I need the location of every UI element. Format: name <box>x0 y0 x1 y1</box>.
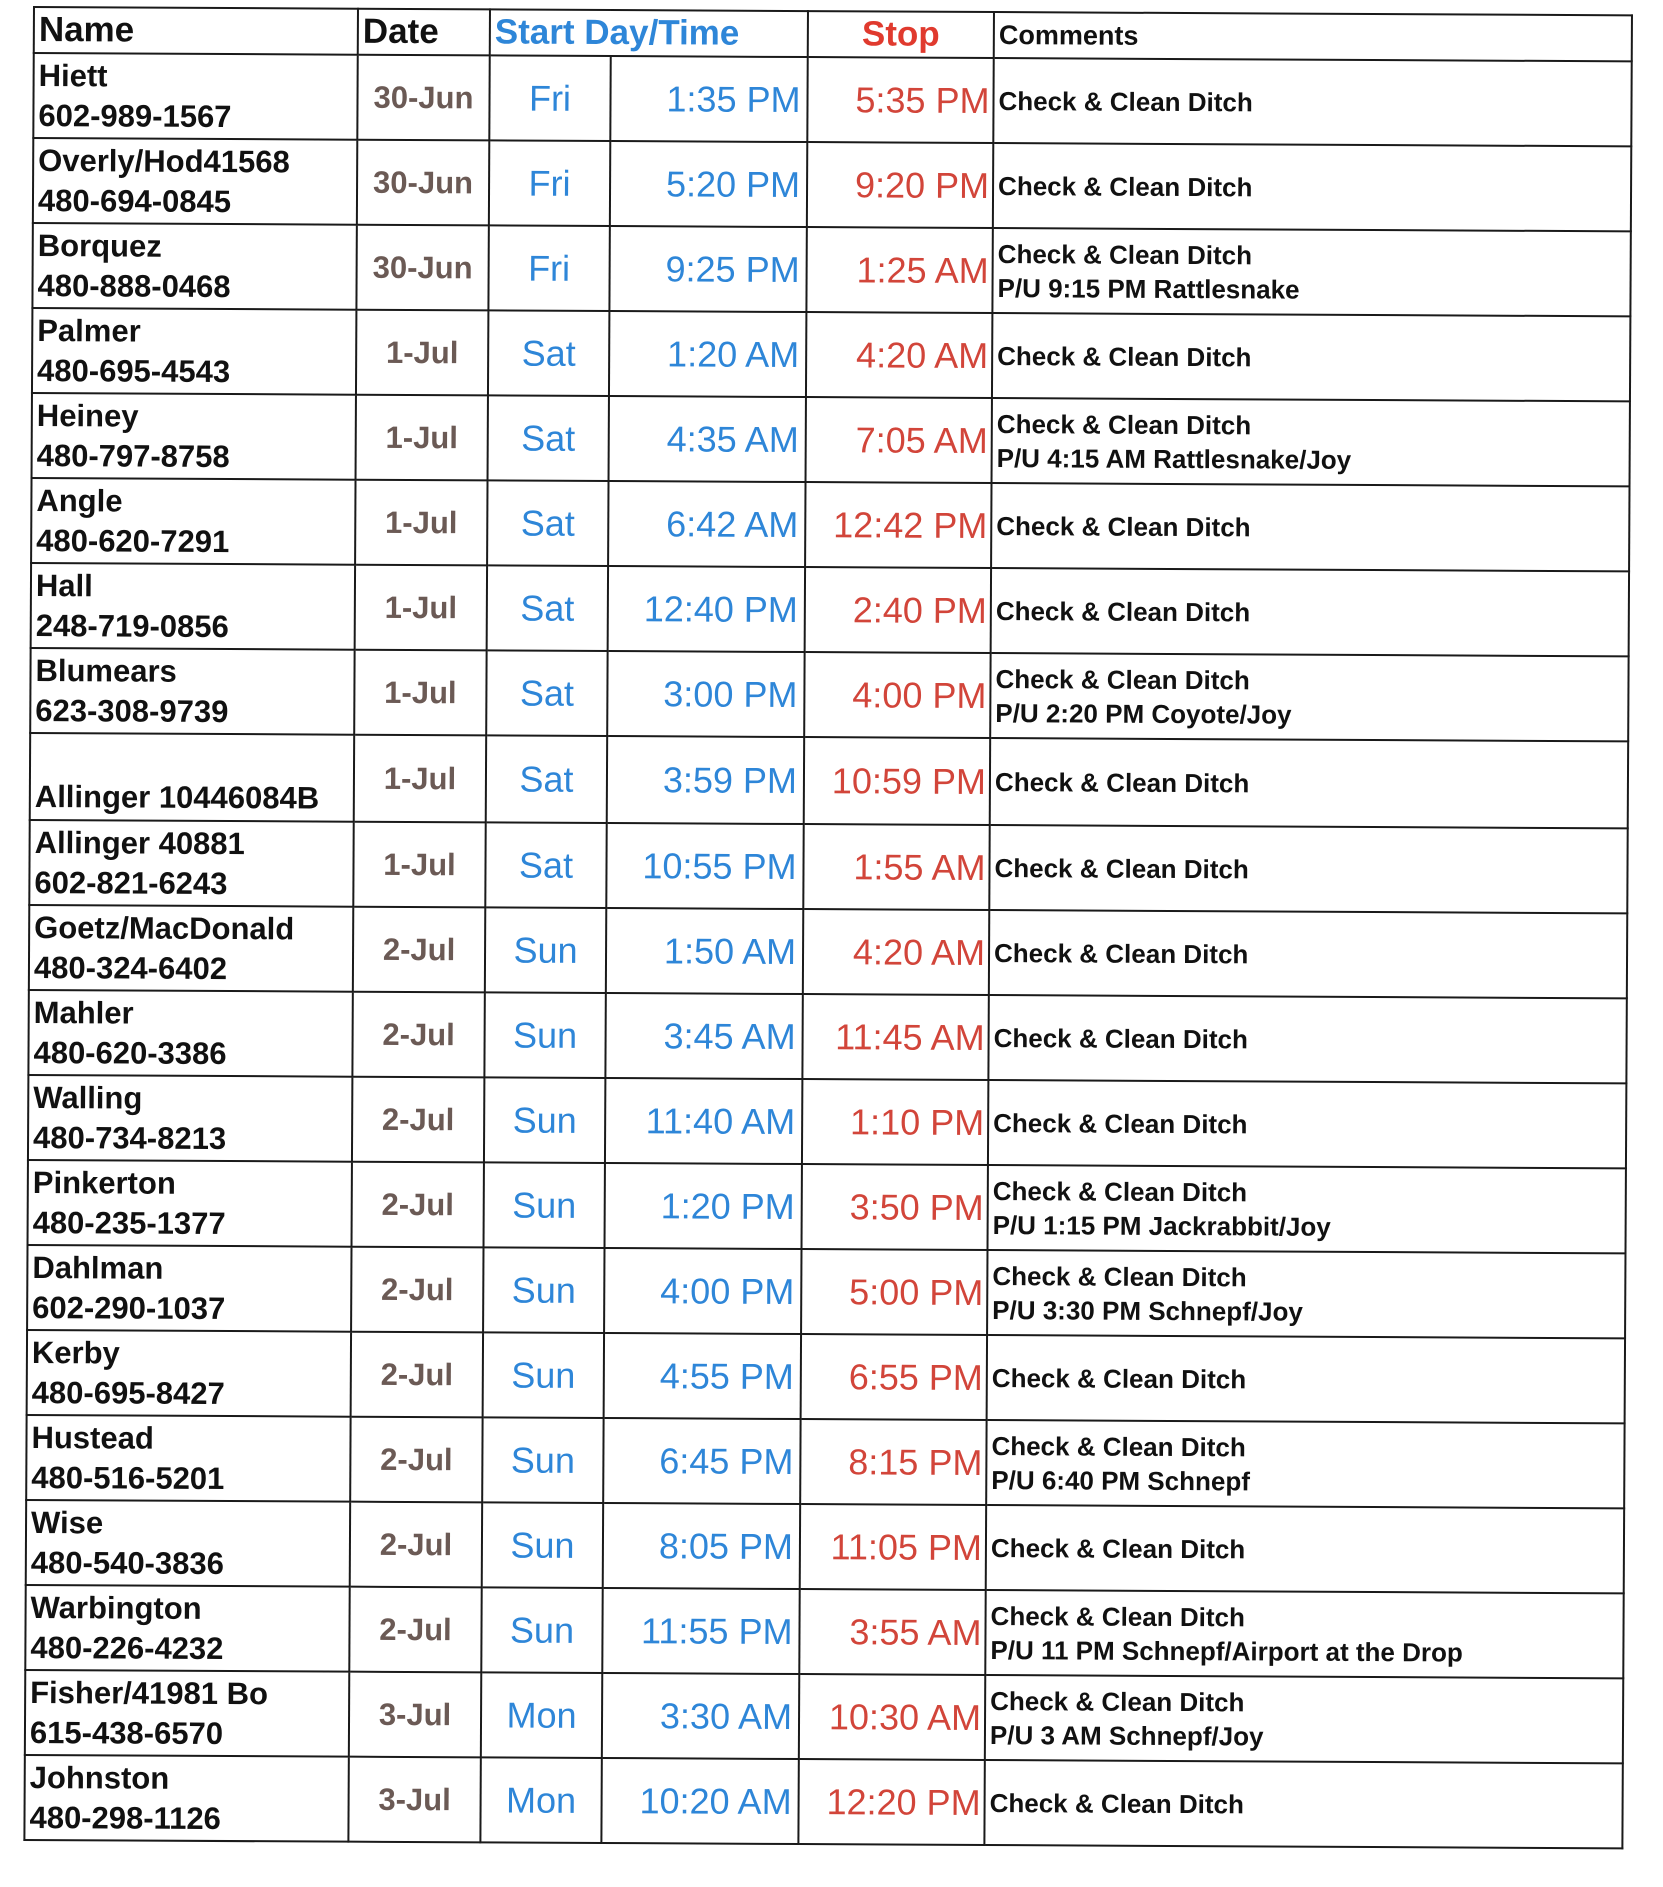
table-row <box>28 1075 1626 1168</box>
stop-time-cell: 1:55 AM <box>803 824 989 910</box>
header-name: Name <box>34 7 358 55</box>
comment-line-1: Check & Clean Ditch <box>990 1532 1246 1564</box>
start-day-cell: Sun <box>482 1502 603 1588</box>
comment-line-1: Check & Clean Ditch <box>995 595 1251 627</box>
table-row <box>25 1585 1623 1678</box>
start-day-cell: Fri <box>489 140 610 226</box>
comment-line-1: Check & Clean Ditch <box>993 1022 1248 1054</box>
start-time-cell: 1:20 AM <box>609 311 806 397</box>
customer-name: Wise <box>30 1504 104 1540</box>
name-cell <box>26 1500 350 1587</box>
customer-phone: 480-734-8213 <box>32 1119 227 1156</box>
start-day-cell: Fri <box>489 55 610 141</box>
name-cell <box>24 1755 348 1842</box>
start-time-cell: 11:55 PM <box>602 1588 799 1674</box>
date-cell: 1-Jul <box>355 480 487 566</box>
customer-phone: 480-298-1126 <box>29 1799 221 1836</box>
comment-line-1: Check & Clean Ditch <box>995 663 1250 695</box>
stop-time-cell: 11:45 AM <box>802 994 988 1080</box>
date-cell: 30-Jun <box>357 140 489 226</box>
date-cell: 2-Jul <box>350 1417 482 1503</box>
comments-cell <box>985 1590 1623 1678</box>
table-row <box>27 1330 1625 1423</box>
stop-time-cell: 12:42 PM <box>805 482 991 568</box>
comment-line-1: Check & Clean Ditch <box>994 852 1249 884</box>
name-cell <box>25 1670 349 1757</box>
customer-phone: 480-695-8427 <box>31 1374 225 1411</box>
table-row <box>29 905 1627 998</box>
start-day-cell: Mon <box>481 1672 602 1758</box>
start-time-cell: 5:20 PM <box>610 141 807 227</box>
start-day-cell: Sat <box>486 650 607 736</box>
comments-cell <box>993 143 1631 231</box>
date-cell: 30-Jun <box>356 225 488 311</box>
stop-time-cell: 1:10 PM <box>802 1079 988 1165</box>
start-day-cell: Sat <box>488 395 609 481</box>
customer-phone: 480-695-4543 <box>37 352 231 389</box>
start-day-cell: Sat <box>486 735 607 823</box>
comment-line-1: Check & Clean Ditch <box>991 1430 1246 1462</box>
comment-line-2: P/U 1:15 PM Jackrabbit/Joy <box>992 1209 1331 1242</box>
stop-time-cell: 10:59 PM <box>804 737 990 825</box>
customer-phone: 480-620-7291 <box>36 522 230 559</box>
start-day-cell: Sat <box>487 565 608 651</box>
name-cell <box>33 138 357 225</box>
name-cell <box>28 1160 352 1247</box>
header-row <box>34 7 1632 61</box>
comment-line-1: Check & Clean Ditch <box>998 170 1253 202</box>
customer-name: Walling <box>33 1079 143 1116</box>
start-day-cell: Sun <box>484 1077 605 1163</box>
start-time-cell: 8:05 PM <box>603 1503 800 1589</box>
name-cell <box>28 990 352 1077</box>
comments-cell <box>988 1080 1626 1168</box>
table-row <box>28 1160 1626 1253</box>
header-stop: Stop <box>808 11 994 58</box>
customer-name: Hall <box>35 567 93 603</box>
start-time-cell: 3:45 AM <box>605 993 802 1079</box>
start-day-cell: Sun <box>483 1247 604 1333</box>
start-day-cell: Sun <box>484 1162 605 1248</box>
customer-phone: 248-719-0856 <box>35 607 229 644</box>
customer-phone: 480-235-1377 <box>32 1204 226 1241</box>
date-cell: 2-Jul <box>351 1247 483 1333</box>
start-day-cell: Sun <box>482 1417 603 1503</box>
comments-cell <box>989 825 1627 913</box>
comments-cell <box>992 398 1630 486</box>
customer-phone: 602-290-1037 <box>32 1289 226 1326</box>
start-time-cell: 9:25 PM <box>609 226 806 312</box>
customer-name: Borquez <box>37 227 162 264</box>
schedule-body <box>24 53 1631 1848</box>
stop-time-cell: 12:20 PM <box>798 1759 984 1845</box>
customer-name: Dahlman <box>32 1249 164 1286</box>
date-cell: 2-Jul <box>350 1502 482 1588</box>
stop-time-cell: 8:15 PM <box>800 1419 986 1505</box>
date-cell: 2-Jul <box>349 1587 481 1673</box>
comment-line-2: P/U 2:20 PM Coyote/Joy <box>995 697 1292 730</box>
customer-name: Hustead <box>31 1419 154 1456</box>
comments-cell <box>989 910 1627 998</box>
start-time-cell: 4:35 AM <box>609 396 806 482</box>
customer-name: Hiett <box>38 57 108 93</box>
start-time-cell: 6:45 PM <box>603 1418 800 1504</box>
comments-cell <box>992 313 1630 401</box>
comments-cell <box>986 1505 1624 1593</box>
date-cell: 1-Jul <box>354 650 486 736</box>
customer-name: Warbington <box>30 1589 202 1626</box>
date-cell: 2-Jul <box>352 1162 484 1248</box>
customer-phone: 602-821-6243 <box>34 864 228 901</box>
comments-cell <box>990 653 1628 741</box>
date-cell: 1-Jul <box>354 735 486 823</box>
name-cell <box>30 648 354 735</box>
date-cell: 2-Jul <box>352 992 484 1078</box>
start-time-cell: 1:35 PM <box>610 56 807 142</box>
comment-line-2: P/U 11 PM Schnepf/Airport at the Drop <box>990 1634 1463 1668</box>
name-cell <box>32 223 356 310</box>
date-cell: 3-Jul <box>349 1672 481 1758</box>
comment-line-1: Check & Clean Ditch <box>996 510 1251 542</box>
header-start-day-time: Start Day/Time <box>490 9 808 57</box>
start-time-cell: 11:40 AM <box>605 1078 802 1164</box>
stop-time-cell: 11:05 PM <box>800 1504 986 1590</box>
table-row <box>32 308 1630 401</box>
start-day-cell: Sun <box>485 907 606 993</box>
name-cell <box>27 1245 351 1332</box>
comment-line-1: Check & Clean Ditch <box>997 340 1252 372</box>
comment-line-1: Check & Clean Ditch <box>998 85 1253 117</box>
comment-line-1: Check & Clean Ditch <box>993 1107 1248 1139</box>
start-time-cell: 4:55 PM <box>604 1333 801 1419</box>
date-cell: 30-Jun <box>357 55 489 141</box>
comments-cell <box>987 1250 1625 1338</box>
customer-phone: 480-516-5201 <box>31 1459 225 1496</box>
customer-phone: 480-620-3386 <box>33 1034 227 1071</box>
stop-time-cell: 1:25 AM <box>806 227 992 313</box>
customer-name: Goetz/MacDonald <box>34 909 295 946</box>
comments-cell <box>986 1420 1624 1508</box>
comments-cell <box>991 568 1629 656</box>
comment-line-2: P/U 3 AM Schnepf/Joy <box>989 1719 1264 1751</box>
table-row <box>29 820 1627 913</box>
start-time-cell: 1:50 AM <box>606 908 803 994</box>
irrigation-schedule-table <box>23 6 1633 1849</box>
start-day-cell: Fri <box>488 225 609 311</box>
comments-cell <box>985 1675 1623 1763</box>
customer-name: Johnston <box>29 1759 170 1796</box>
table-row <box>32 393 1630 486</box>
table-row <box>26 1415 1624 1508</box>
stop-time-cell: 4:20 AM <box>806 312 992 398</box>
customer-name: Blumears <box>35 652 177 689</box>
comment-line-2: P/U 3:30 PM Schnepf/Joy <box>992 1294 1303 1327</box>
customer-name: Allinger 40881 <box>34 824 245 861</box>
start-day-cell: Sat <box>487 480 608 566</box>
start-time-cell: 12:40 PM <box>608 566 805 652</box>
comment-line-2: P/U 9:15 PM Rattlesnake <box>997 272 1300 305</box>
comment-line-1: Check & Clean Ditch <box>992 1175 1248 1207</box>
start-time-cell: 6:42 AM <box>608 481 805 567</box>
comments-cell <box>984 1760 1622 1848</box>
date-cell: 1-Jul <box>353 822 485 908</box>
date-cell: 1-Jul <box>355 565 487 651</box>
name-cell <box>30 733 354 822</box>
table-row <box>28 990 1626 1083</box>
comment-line-1: Check & Clean Ditch <box>989 1787 1244 1819</box>
name-cell <box>31 478 355 565</box>
name-cell <box>32 393 356 480</box>
comment-line-1: Check & Clean Ditch <box>997 238 1253 270</box>
name-cell <box>29 905 353 992</box>
stop-time-cell: 10:30 AM <box>799 1674 985 1760</box>
start-day-cell: Sun <box>481 1587 602 1673</box>
comment-line-1: Check & Clean Ditch <box>992 1260 1247 1292</box>
table-row <box>33 53 1631 146</box>
customer-phone: 480-324-6402 <box>33 949 228 986</box>
start-day-cell: Sat <box>488 310 609 396</box>
date-cell: 1-Jul <box>356 310 488 396</box>
comment-line-1: Check & Clean Ditch <box>991 1362 1247 1394</box>
table-row <box>32 223 1630 316</box>
customer-name: Pinkerton <box>32 1164 176 1201</box>
comment-line-1: Check & Clean Ditch <box>990 1600 1245 1632</box>
table-row <box>31 563 1629 656</box>
date-cell: 1-Jul <box>356 395 488 481</box>
date-cell: 2-Jul <box>352 1077 484 1163</box>
customer-name: Angle <box>36 482 123 518</box>
table-row <box>33 138 1631 231</box>
start-time-cell: 1:20 PM <box>605 1163 802 1249</box>
customer-phone: 623-308-9739 <box>35 692 229 729</box>
customer-phone: 615-438-6570 <box>29 1714 224 1751</box>
start-day-cell: Sun <box>483 1332 604 1418</box>
comments-cell <box>987 1335 1625 1423</box>
stop-time-cell: 3:55 AM <box>799 1589 985 1675</box>
customer-phone: 480-226-4232 <box>30 1629 224 1666</box>
name-cell <box>31 563 355 650</box>
stop-time-cell: 9:20 PM <box>807 142 993 228</box>
comments-cell <box>993 58 1631 146</box>
comments-cell <box>988 1165 1626 1253</box>
stop-time-cell: 4:20 AM <box>803 909 989 995</box>
customer-phone: 480-540-3836 <box>30 1544 225 1581</box>
comments-cell <box>990 738 1628 828</box>
customer-phone: 480-797-8758 <box>36 437 230 474</box>
name-cell <box>28 1075 352 1162</box>
comment-line-1: Check & Clean Ditch <box>996 408 1252 440</box>
table-row <box>31 478 1629 571</box>
table-row <box>30 648 1628 741</box>
start-time-cell: 10:55 PM <box>606 823 803 909</box>
name-cell <box>33 53 357 140</box>
customer-phone: Allinger 10446084B <box>34 779 320 816</box>
customer-phone: 602-989-1567 <box>38 97 232 134</box>
start-time-cell: 10:20 AM <box>601 1758 798 1844</box>
stop-time-cell: 4:00 PM <box>804 652 990 738</box>
header-date: Date <box>358 9 490 56</box>
comment-line-1: Check & Clean Ditch <box>993 937 1249 969</box>
comment-line-1: Check & Clean Ditch <box>990 1685 1245 1717</box>
comments-cell <box>991 483 1629 571</box>
customer-name: Kerby <box>31 1334 120 1370</box>
comment-line-2: P/U 6:40 PM Schnepf <box>991 1464 1251 1496</box>
customer-name: Palmer <box>37 312 141 349</box>
table-row <box>25 1670 1623 1763</box>
stop-time-cell: 3:50 PM <box>802 1164 988 1250</box>
customer-name: Fisher/41981 Bo <box>30 1674 269 1711</box>
stop-time-cell: 5:00 PM <box>801 1249 987 1335</box>
name-cell <box>32 308 356 395</box>
header-comments: Comments <box>994 12 1632 61</box>
start-time-cell: 3:30 AM <box>602 1673 799 1759</box>
comment-line-1: Check & Clean Ditch <box>994 766 1250 798</box>
stop-time-cell: 2:40 PM <box>805 567 991 653</box>
comments-cell <box>988 995 1626 1083</box>
table-row <box>30 733 1628 828</box>
name-cell <box>27 1330 351 1417</box>
customer-phone: 480-694-0845 <box>37 182 232 219</box>
table-row <box>27 1245 1625 1338</box>
date-cell: 2-Jul <box>353 907 485 993</box>
customer-name: Heiney <box>36 397 139 434</box>
start-day-cell: Sun <box>484 992 605 1078</box>
date-cell: 2-Jul <box>351 1332 483 1418</box>
customer-name: Overly/Hod41568 <box>38 142 290 179</box>
date-cell: 3-Jul <box>348 1757 480 1843</box>
start-time-cell: 3:59 PM <box>607 736 804 824</box>
comments-cell <box>992 228 1630 316</box>
customer-phone: 480-888-0468 <box>37 267 231 304</box>
stop-time-cell: 7:05 AM <box>806 397 992 483</box>
customer-name: Mahler <box>33 994 134 1031</box>
table-row <box>24 1755 1622 1848</box>
table-row <box>26 1500 1624 1593</box>
name-cell <box>26 1415 350 1502</box>
start-day-cell: Sat <box>485 822 606 908</box>
start-time-cell: 4:00 PM <box>604 1248 801 1334</box>
start-time-cell: 3:00 PM <box>607 651 804 737</box>
name-cell <box>29 820 353 907</box>
start-day-cell: Mon <box>480 1757 601 1843</box>
stop-time-cell: 5:35 PM <box>807 57 993 143</box>
comment-line-2: P/U 4:15 AM Rattlesnake/Joy <box>996 442 1352 475</box>
stop-time-cell: 6:55 PM <box>801 1334 987 1420</box>
name-cell <box>25 1585 349 1672</box>
